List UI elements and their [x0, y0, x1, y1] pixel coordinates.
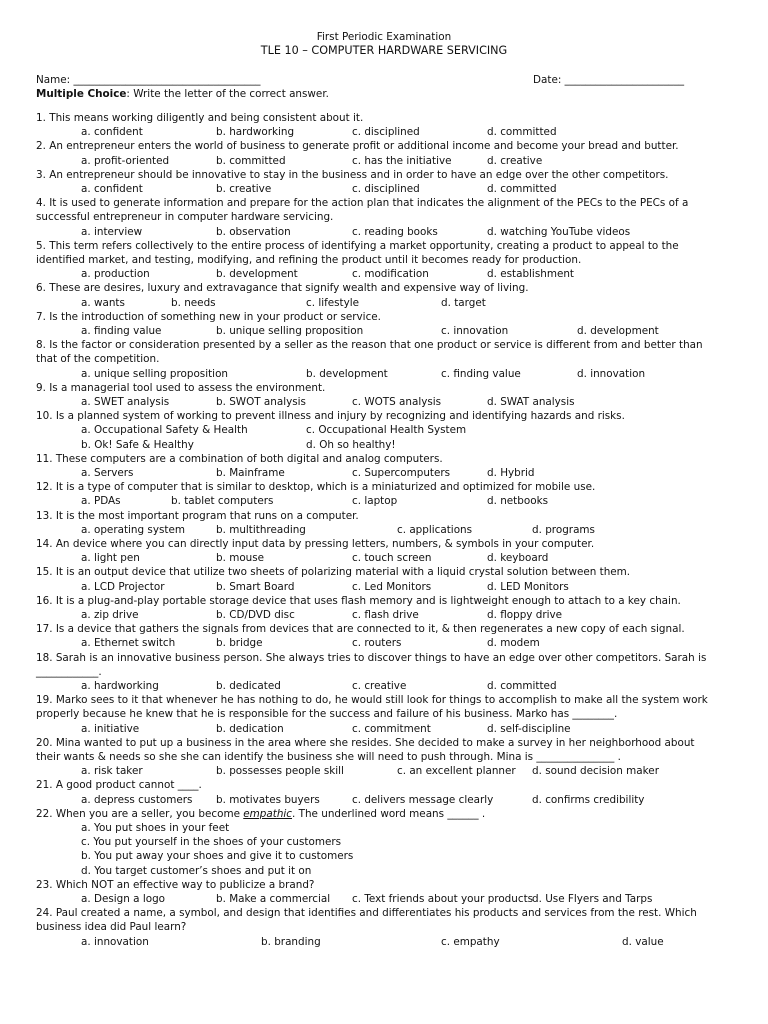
answer-option: b. hardworking [216, 126, 295, 139]
answer-option: a. operating system [81, 523, 185, 536]
answer-option: d. netbooks [487, 495, 548, 508]
answer-option: d. committed [487, 680, 557, 692]
answer-option: c. Occupational Health System [306, 424, 467, 437]
answer-option: d. Hybrid [487, 467, 535, 479]
answer-option: c. finding value [441, 367, 521, 380]
answer-option: b. Ok! Safe & Healthy [81, 438, 194, 451]
answer-option: c. disciplined [352, 126, 420, 139]
subject-title: TLE 10 – COMPUTER HARDWARE SERVICING [260, 44, 508, 57]
answer-option: c. Led Monitors [352, 580, 432, 593]
question-text: that of the competition. [36, 353, 160, 366]
question-text: properly because he knew that he is responsible for the success and failure of his business. Marko has ________. [36, 708, 618, 721]
answer-option: c. empathy [441, 935, 500, 948]
answer-option: d. sound decision maker [532, 765, 659, 778]
answer-option: b. Smart Board [216, 580, 295, 593]
answer-option: b. development [306, 367, 388, 380]
answer-option: a. Design a logo [81, 893, 166, 905]
answer-option: d. keyboard [487, 552, 549, 565]
answer-option: c. You put yourself in the shoes of your customers [81, 836, 342, 849]
answer-option: b. Mainframe [216, 467, 285, 479]
answer-option: d. Use Flyers and Tarps [532, 893, 653, 905]
answer-option: b. needs [171, 296, 216, 309]
question-text: 8. Is the factor or consideration presented by a seller as the reason that one product or service is different from and better than [36, 339, 703, 352]
answer-option: d. value [622, 935, 664, 948]
answer-option: b. multithreading [216, 523, 306, 536]
answer-option: c. delivers message clearly [352, 793, 494, 806]
answer-option: d. creative [487, 154, 543, 167]
question-text: successful entrepreneur in computer hardware servicing. [36, 211, 334, 224]
question-text: 12. It is a type of computer that is similar to desktop, which is a miniaturized and optimized for mobile use. [36, 481, 596, 494]
answer-option: b. bridge [216, 637, 263, 650]
answer-option: a. Occupational Safety & Health [81, 424, 248, 437]
answer-option: b. tablet computers [171, 495, 274, 508]
answer-option: d. self-discipline [487, 722, 571, 735]
answer-option: c. creative [352, 680, 407, 692]
answer-option: d. programs [532, 523, 595, 536]
answer-option: b. dedicated [216, 680, 281, 692]
question-text: 16. It is a plug-and-play portable storage device that uses flash memory and is lightweight enough to attach to a key chain. [36, 594, 681, 607]
answer-option: c. commitment [352, 722, 431, 735]
answer-option: c. Supercomputers [352, 467, 451, 479]
answer-option: a. zip drive [81, 609, 139, 621]
answer-option: a. SWET analysis [81, 396, 170, 408]
answer-option: a. wants [81, 296, 125, 309]
question-text [36, 807, 485, 821]
question-text-part: 22. When you are a seller, you become [36, 807, 244, 820]
answer-option: c. innovation [441, 325, 509, 337]
question-text: 3. An entrepreneur should be innovative to stay in the business and in order to have an edge over the other competitors. [36, 168, 669, 181]
answer-option: a. depress customers [81, 793, 193, 806]
answer-option: a. Servers [81, 467, 134, 479]
question-text: 5. This term refers collectively to the entire process of identifying a market opportunity, creating a product to appeal to the [36, 239, 679, 252]
answer-option: b. committed [216, 154, 286, 167]
answer-option: c. applications [397, 523, 473, 536]
answer-option: b. mouse [216, 552, 265, 565]
question-text: 11. These computers are a combination of both digital and analog computers. [36, 452, 443, 465]
question-text: 7. Is the introduction of something new in your product or service. [36, 310, 381, 323]
question-text: 2. An entrepreneur enters the world of business to generate profit or additional income and become your bread and butter. [36, 140, 679, 153]
answer-option: a. initiative [81, 722, 140, 735]
answer-option: a. Ethernet switch [81, 637, 176, 650]
question-text: business idea did Paul learn? [36, 921, 187, 934]
question-text: 23. Which NOT an effective way to publicize a brand? [36, 878, 315, 891]
answer-option: a. hardworking [81, 680, 159, 692]
answer-option: a. production [81, 268, 150, 281]
question-text: 17. Is a device that gathers the signals from devices that are connected to it, & then regenerates a new copy of each signal. [36, 623, 685, 636]
section-label: Multiple Choice [36, 88, 127, 100]
answer-option: b. CD/DVD disc [216, 609, 295, 621]
instructions-text: : Write the letter of the correct answer. [126, 88, 329, 100]
answer-option: c. reading books [352, 225, 438, 238]
question-text: 4. It is used to generate information and prepare for the action plan that indicates the alignment of the PECs to the PECs of a [36, 197, 689, 210]
answer-option: c. flash drive [352, 609, 419, 621]
answer-option: a. confident [81, 183, 143, 195]
question-text: identified market, and testing, modifying, and refining the product until it becomes ready for production. [36, 254, 582, 266]
answer-option: b. Make a commercial [216, 893, 331, 905]
answer-option: c. touch screen [352, 552, 432, 565]
answer-option: b. SWOT analysis [216, 396, 306, 408]
answer-option: a. confident [81, 126, 143, 139]
answer-option: c. has the initiative [352, 154, 452, 167]
answer-option: a. finding value [81, 325, 162, 337]
answer-option: b. creative [216, 183, 272, 195]
answer-option: d. innovation [577, 367, 646, 380]
answer-option: a. unique selling proposition [81, 367, 229, 380]
question-text: 13. It is the most important program that runs on a computer. [36, 509, 359, 522]
answer-option: a. You put shoes in your feet [81, 822, 230, 834]
name-field: Name: ____________________________________ [36, 74, 261, 86]
answer-option: b. You put away your shoes and give it to customers [81, 850, 354, 863]
question-text: 1. This means working diligently and being consistent about it. [36, 112, 364, 124]
question-text-part: . The underlined word means ______ . [292, 807, 486, 820]
question-text: their wants & needs so she she can identify the business she will need to push through. Mina is _______________ . [36, 751, 621, 763]
answer-option: d. modem [487, 637, 540, 650]
underlined-word: empathic [243, 807, 293, 820]
answer-option: d. confirms credibility [532, 793, 645, 806]
answer-option: b. unique selling proposition [216, 325, 364, 337]
answer-option: a. light pen [81, 552, 140, 565]
answer-option: d. watching YouTube videos [487, 225, 631, 238]
answer-option: c. routers [352, 637, 402, 650]
answer-option: d. LED Monitors [487, 580, 569, 593]
question-text: 9. Is a managerial tool used to assess the environment. [36, 381, 326, 394]
answer-option: b. development [216, 268, 298, 281]
answer-option: b. dedication [216, 722, 284, 735]
answer-option: b. motivates buyers [216, 793, 320, 806]
answer-option: a. interview [81, 225, 143, 238]
answer-option: a. risk taker [81, 765, 143, 778]
answer-option: d. establishment [487, 268, 574, 281]
answer-option: d. floppy drive [487, 609, 563, 621]
question-text: 18. Sarah is an innovative business person. She always tries to discover things to have an edge over other competitors. Sarah is [36, 651, 707, 664]
answer-option: d. Oh so healthy! [306, 438, 396, 451]
answer-option: c. disciplined [352, 183, 420, 195]
answer-option: a. profit-oriented [81, 154, 170, 167]
answer-option: a. PDAs [81, 495, 121, 508]
answer-option: d. SWAT analysis [487, 396, 575, 408]
question-text: 21. A good product cannot ____. [36, 779, 202, 792]
answer-option: d. development [577, 325, 659, 337]
question-text: 15. It is an output device that utilize two sheets of polarizing material with a liquid crystal solution between them. [36, 566, 631, 579]
answer-option: c. WOTS analysis [352, 396, 442, 408]
exam-title: First Periodic Examination [316, 31, 452, 43]
answer-option: c. laptop [352, 495, 398, 508]
answer-option: d. You target customer’s shoes and put it on [81, 864, 312, 877]
question-text: 19. Marko sees to it that whenever he has nothing to do, he would still look for things to accomplish to make all the system work [36, 694, 708, 707]
answer-option: a. LCD Projector [81, 580, 165, 593]
answer-option: b. observation [216, 225, 291, 238]
question-text: 6. These are desires, luxury and extravagance that signify wealth and expensive way of living. [36, 282, 529, 295]
answer-option: d. target [441, 296, 486, 309]
answer-option: c. lifestyle [306, 296, 360, 309]
answer-option: b. possesses people skill [216, 765, 344, 778]
answer-option: c. modification [352, 268, 429, 281]
answer-option: d. committed [487, 183, 557, 195]
answer-option: b. branding [261, 935, 321, 948]
question-text: 24. Paul created a name, a symbol, and design that identifies and differentiates his products and services from the rest. Which [36, 907, 697, 920]
question-text: 14. An device where you can directly input data by pressing letters, numbers, & symbols in your computer. [36, 538, 595, 550]
question-text: ____________. [36, 665, 102, 678]
answer-option: d. committed [487, 126, 557, 139]
question-text: 10. Is a planned system of working to prevent illness and injury by recognizing and identifying hazards and risks. [36, 410, 625, 423]
answer-option: c. an excellent planner [397, 765, 516, 778]
date-field: Date: _______________________ [533, 74, 685, 86]
question-text: 20. Mina wanted to put up a business in the area where she resides. She decided to make a survey in her neighborhood about [36, 736, 695, 749]
answer-option: a. innovation [81, 935, 149, 948]
answer-option: c. Text friends about your products [352, 893, 534, 905]
instructions [36, 87, 329, 101]
